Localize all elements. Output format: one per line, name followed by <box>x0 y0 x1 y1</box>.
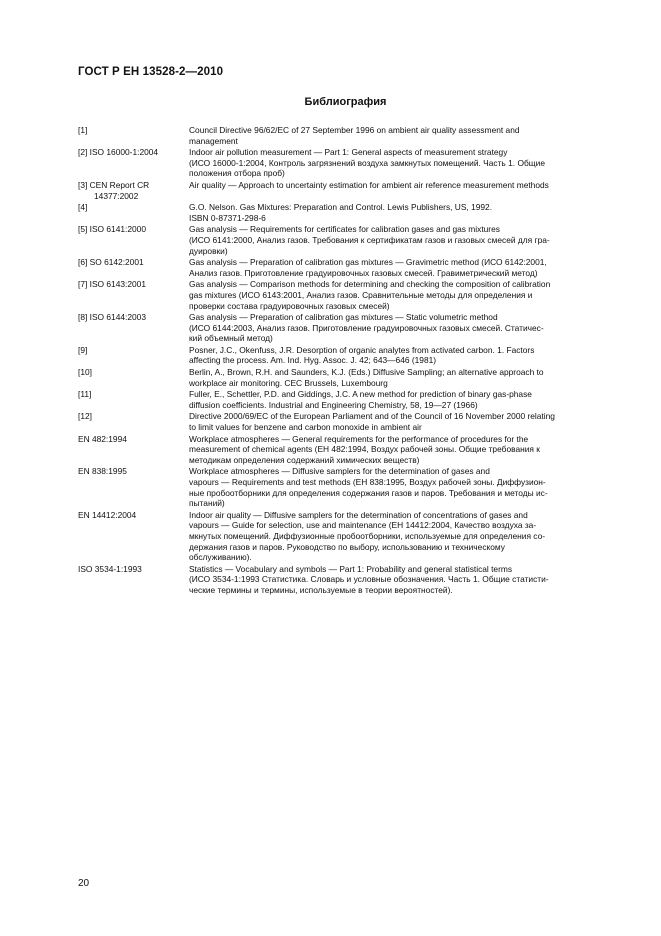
entry-text-line: Workplace atmospheres — Diffusive samplers for the determination of gases and <box>189 466 490 477</box>
entry-text-line: кий объемный метод) <box>189 333 273 344</box>
entry-reference <box>78 564 189 596</box>
entry-reference <box>78 434 189 466</box>
entry-text-line: Workplace atmospheres — General requirements for the performance of procedures for the <box>189 433 529 444</box>
entry-text-line: to limit values for benzene and carbon monoxide in ambient air <box>189 422 422 433</box>
entry-reference <box>78 257 189 278</box>
entry-text <box>189 367 614 388</box>
reference-line: EN 482:1994 <box>78 433 127 444</box>
entry-text <box>189 389 614 410</box>
bibliography-entry <box>78 257 614 278</box>
reference-line: [10] <box>78 367 92 378</box>
reference-line: [4] <box>78 202 88 213</box>
entry-text-line: measurement of chemical agents (ЕН 482:1994, Воздух рабочей зоны. Общие требования к <box>189 444 540 455</box>
reference-line: ISO 3534-1:1993 <box>78 563 142 574</box>
bibliography-entry <box>78 312 614 344</box>
bibliography-entry <box>78 125 614 146</box>
entry-text-line: пытаний) <box>189 498 225 509</box>
bibliography-entry <box>78 279 614 311</box>
entry-text-line: ческие термины и термины, используемые в теории вероятностей). <box>189 584 453 595</box>
entry-text-line: Анализ газов. Приготовление градуировочных газовых смесей. Гравиметрический метод) <box>189 267 538 278</box>
entry-text-line: ISBN 0-87371-298-6 <box>189 212 266 223</box>
bibliography-entry <box>78 389 614 410</box>
reference-line: [1] <box>78 125 88 135</box>
entry-reference <box>78 125 189 146</box>
entry-text-line: держания газов и паров. Руководство по выбору, использованию и техническому <box>189 541 505 552</box>
bibliography-entry <box>78 147 614 179</box>
entry-text-line: Indoor air quality — Diffusive samplers for the determination of concentrations of gases and <box>189 509 528 520</box>
bibliography-list <box>78 125 614 597</box>
entry-text-line: vapours — Requirements and test methods (ЕН 838:1995, Воздух рабочей зоны. Диффузион- <box>189 477 546 487</box>
entry-reference <box>78 312 189 344</box>
entry-reference <box>78 202 189 223</box>
entry-text <box>189 466 614 508</box>
reference-line: [11] <box>78 389 92 400</box>
reference-line: EN 838:1995 <box>78 466 127 477</box>
entry-text-line: (ИСО 6141:2000, Анализ газов. Требования к сертификатам газов и газовых смесей для гра- <box>189 234 550 245</box>
entry-text <box>189 279 614 311</box>
reference-line: [12] <box>78 411 92 422</box>
entry-text-line: Gas analysis — Requirements for certificates for calibration gases and gas mixtures <box>189 224 500 235</box>
bibliography-entry <box>78 345 614 366</box>
entry-text-line: Berlin, A., Brown, R.H. and Saunders, K.J. (Eds.) Diffusive Sampling; an alternative approach to <box>189 367 544 378</box>
entry-text-line: Gas analysis — Preparation of calibration gas mixtures — Static volumetric method <box>189 312 498 323</box>
entry-text-line: management <box>189 135 238 146</box>
reference-line: 14377:2002 <box>94 190 139 201</box>
entry-text <box>189 125 614 146</box>
entry-text-line: Directive 2000/69/EC of the European Parliament and of the Council of 16 November 2000 relating <box>189 411 555 422</box>
entry-reference <box>78 224 189 256</box>
entry-text-line: Council Directive 96/62/EC of 27 September 1996 on ambient air quality assessment and <box>189 125 520 135</box>
bibliography-entry <box>78 224 614 256</box>
bibliography-entry <box>78 466 614 508</box>
bibliography-entry <box>78 564 614 596</box>
entry-reference <box>78 411 189 432</box>
entry-text-line: Fuller, E., Schettler, P.D. and Giddings, J.C. A new method for prediction of binary gas-phase <box>189 389 532 400</box>
entry-reference <box>78 466 189 508</box>
entry-reference <box>78 180 189 201</box>
entry-reference <box>78 345 189 366</box>
entry-text-line: (ИСО 3534-1:1993 Статистика. Словарь и условные обозначения. Часть 1. Общие статисти- <box>189 574 549 585</box>
entry-text-line: положения отбора проб) <box>189 168 285 179</box>
entry-text-line: (ИСО 16000-1:2004, Контроль загрязнений воздуха замкнутых помещений. Часть 1. Общие <box>189 157 545 168</box>
entry-text <box>189 411 614 432</box>
entry-reference <box>78 389 189 410</box>
entry-text-line: (ИСО 6144:2003, Анализ газов. Приготовление градуировочных газовых смесей. Статичес- <box>189 322 544 333</box>
entry-text-line: workplace air monitoring. CEC Brussels, Luxembourg <box>189 377 388 388</box>
entry-reference <box>78 279 189 311</box>
entry-reference <box>78 147 189 179</box>
entry-text <box>189 434 614 466</box>
reference-line: [6] SO 6142:2001 <box>78 257 144 268</box>
entry-text <box>189 345 614 366</box>
entry-reference <box>78 510 189 563</box>
entry-text-line: обслуживанию). <box>189 552 252 563</box>
entry-text-line: Indoor air pollution measurement — Part 1: General aspects of measurement strategy <box>189 147 508 158</box>
reference-line: [5] ISO 6141:2000 <box>78 224 146 235</box>
entry-text-line: gas mixtures (ИСО 6143:2001, Анализ газов. Сравнительные методы для определения и <box>189 289 533 300</box>
entry-text-line: Gas analysis — Comparison methods for determining and checking the composition of calibration <box>189 279 551 290</box>
reference-line: EN 14412:2004 <box>78 509 137 520</box>
entry-text-line: vapours — Guide for selection, use and maintenance (ЕН 14412:2004, Качество воздуха за- <box>189 520 537 531</box>
reference-line: [3] CEN Report CR <box>78 179 150 190</box>
entry-text-line: методикам определения содержаний химических веществ) <box>189 454 420 465</box>
entry-text <box>189 224 614 256</box>
reference-line: [9] <box>78 344 88 355</box>
bibliography-entry <box>78 434 614 466</box>
entry-text <box>189 180 614 201</box>
reference-line: [7] ISO 6143:2001 <box>78 279 146 290</box>
bibliography-entry <box>78 202 614 223</box>
entry-text <box>189 510 614 563</box>
entry-text-line: diffusion coefficients. Industrial and Engineering Chemistry, 58, 19—27 (1966) <box>189 399 478 410</box>
entry-text-line: Gas analysis — Preparation of calibration gas mixtures — Gravimetric method (ИСО 6142:2001, <box>189 257 547 268</box>
entry-text-line: дуировки) <box>189 245 228 256</box>
entry-text <box>189 202 614 223</box>
document-header: ГОСТ Р ЕН 13528-2—2010 <box>78 66 224 78</box>
entry-text-line: ные пробоотборники для определения содержания газов и паров. Требования и методы ис- <box>189 487 548 498</box>
entry-text <box>189 257 614 278</box>
entry-text-line: Statistics — Vocabulary and symbols — Part 1: Probability and general statistical terms <box>189 563 513 574</box>
entry-text <box>189 312 614 344</box>
bibliography-entry <box>78 180 614 201</box>
reference-line: [8] ISO 6144:2003 <box>78 312 146 323</box>
entry-text-line: Posner, J.C., Okenfuss, J.R. Desorption of organic analytes from activated carbon. 1. Factors <box>189 344 535 355</box>
entry-text-line: Air quality — Approach to uncertainty estimation for ambient air reference measurement methods <box>189 179 549 190</box>
bibliography-entry <box>78 510 614 563</box>
reference-line: [2] ISO 16000-1:2004 <box>78 147 159 158</box>
bibliography-title: Библиография <box>304 96 387 108</box>
entry-text-line: G.O. Nelson. Gas Mixtures: Preparation and Control. Lewis Publishers, US, 1992. <box>189 202 493 213</box>
entry-text-line: мкнутых помещений. Диффузионные пробоотборники, используемые для определения со- <box>189 530 546 541</box>
entry-text-line: affecting the process. Am. Ind. Hyg. Assoc. J. 42; 643—646 (1981) <box>189 355 437 366</box>
entry-text <box>189 147 614 179</box>
bibliography-entry <box>78 411 614 432</box>
entry-text-line: проверки состава градуировочных газовых смесей) <box>189 300 390 311</box>
entry-text <box>189 564 614 596</box>
entry-reference <box>78 367 189 388</box>
bibliography-entry <box>78 367 614 388</box>
page-number: 20 <box>78 878 90 889</box>
